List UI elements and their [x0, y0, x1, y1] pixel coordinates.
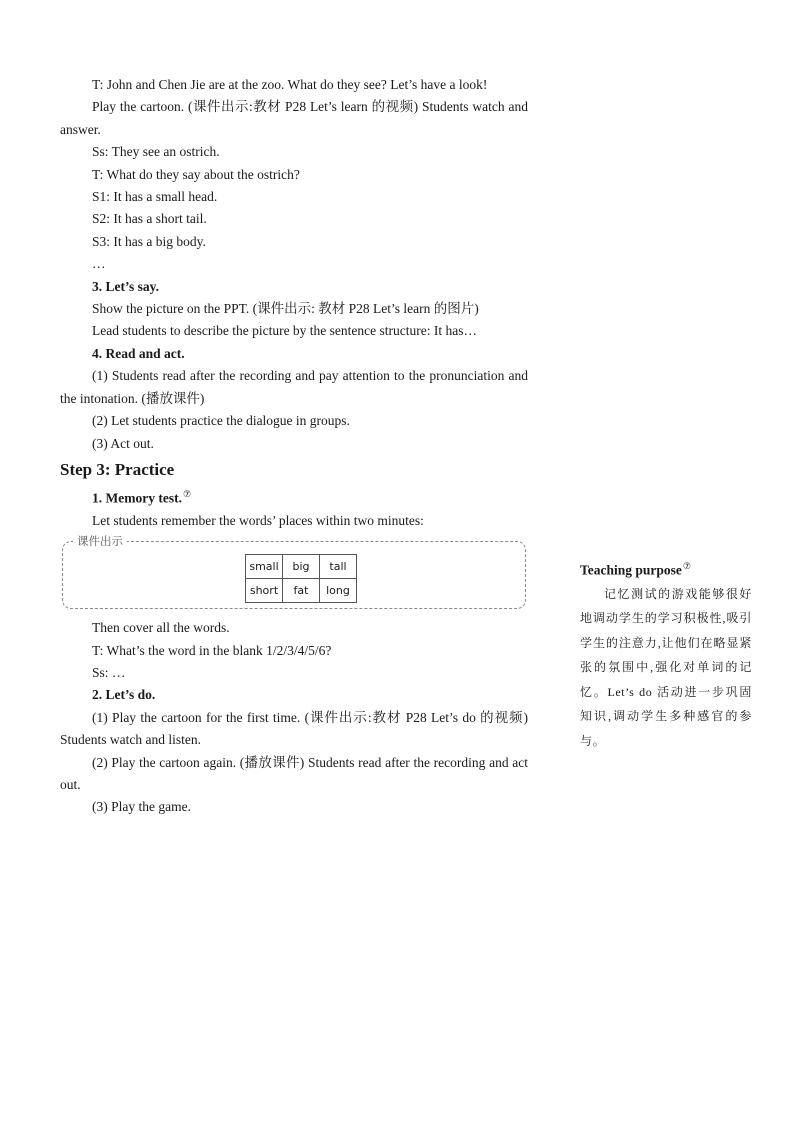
student1-line: S1: It has a small head. — [92, 189, 218, 205]
lets-do-heading: 2. Let’s do. — [92, 687, 156, 703]
practice-dialogue-line: (2) Let students practice the dialogue in groups. — [92, 413, 350, 429]
students-response-line: Ss: … — [92, 665, 126, 681]
teacher-question-line: T: What do they say about the ostrich? — [92, 166, 300, 182]
act-out-line: (3) Act out. — [92, 435, 154, 451]
student2-line: S2: It has a short tail. — [92, 211, 207, 227]
word-table — [245, 554, 357, 603]
teaching-purpose-sidebar — [580, 555, 752, 754]
play-cartoon-first-line: (1) Play the cartoon for the first time. (课件出示:教材 P28 Let’s do 的视频) Students watch and listen. — [60, 709, 528, 748]
courseware-box — [62, 534, 526, 609]
cover-words-line: Then cover all the words. — [92, 620, 230, 636]
word-cell: tall — [320, 555, 357, 579]
show-picture-instruction: Show the picture on the PPT. (课件出示: 教材 P28 Let’s learn 的图片) — [92, 301, 479, 317]
ellipsis-line: … — [92, 256, 106, 272]
students-answer-line: Ss: They see an ostrich. — [92, 144, 220, 160]
student3-line: S3: It has a big body. — [92, 233, 206, 249]
word-cell: small — [246, 555, 283, 579]
remember-words-instruction: Let students remember the words’ places within two minutes: — [92, 512, 424, 528]
teaching-purpose-heading — [580, 555, 752, 582]
step3-heading: Step 3: Practice — [60, 459, 175, 479]
word-cell: long — [320, 579, 357, 603]
play-game-line: (3) Play the game. — [92, 799, 191, 815]
teacher-blank-question: T: What’s the word in the blank 1/2/3/4/5/6? — [92, 642, 332, 658]
word-cell: short — [246, 579, 283, 603]
word-table-row — [246, 555, 357, 579]
memory-test-heading — [60, 483, 528, 510]
read-and-act-heading: 4. Read and act. — [92, 345, 185, 361]
lets-say-heading: 3. Let’s say. — [92, 278, 159, 294]
footnote-mark: ⑦ — [182, 488, 192, 499]
play-cartoon-again-line: (2) Play the cartoon again. (播放课件) Students read after the recording and act out. — [60, 754, 528, 793]
word-table-row — [246, 579, 357, 603]
sidebar-footnote-mark: ⑦ — [682, 561, 691, 571]
memory-test-title: 1. Memory test. — [92, 490, 182, 506]
play-cartoon-instruction: Play the cartoon. (课件出示:教材 P28 Let’s learn 的视频) Students watch and answer. — [60, 99, 528, 137]
word-cell: big — [283, 555, 320, 579]
describe-picture-instruction: Lead students to describe the picture by the sentence structure: It has… — [92, 323, 477, 339]
word-cell: fat — [283, 579, 320, 603]
lesson-main-column — [60, 74, 528, 819]
read-after-recording-line: (1) Students read after the recording and pay attention to the pronunciation and the intonation. (播放课件) — [60, 368, 528, 406]
teaching-purpose-text: 记忆测试的游戏能够很好地调动学生的学习积极性,吸引学生的注意力,让他们在略显紧张的氛围中,强化对单词的记忆。Let’s do 活动进一步巩固知识,调动学生多种感官的参与。 — [580, 586, 752, 749]
courseware-label: 课件出示 — [73, 533, 127, 549]
teaching-purpose-title: Teaching purpose — [580, 562, 682, 578]
teacher-line-zoo: T: John and Chen Jie are at the zoo. What do they see? Let’s have a look! — [92, 77, 488, 92]
